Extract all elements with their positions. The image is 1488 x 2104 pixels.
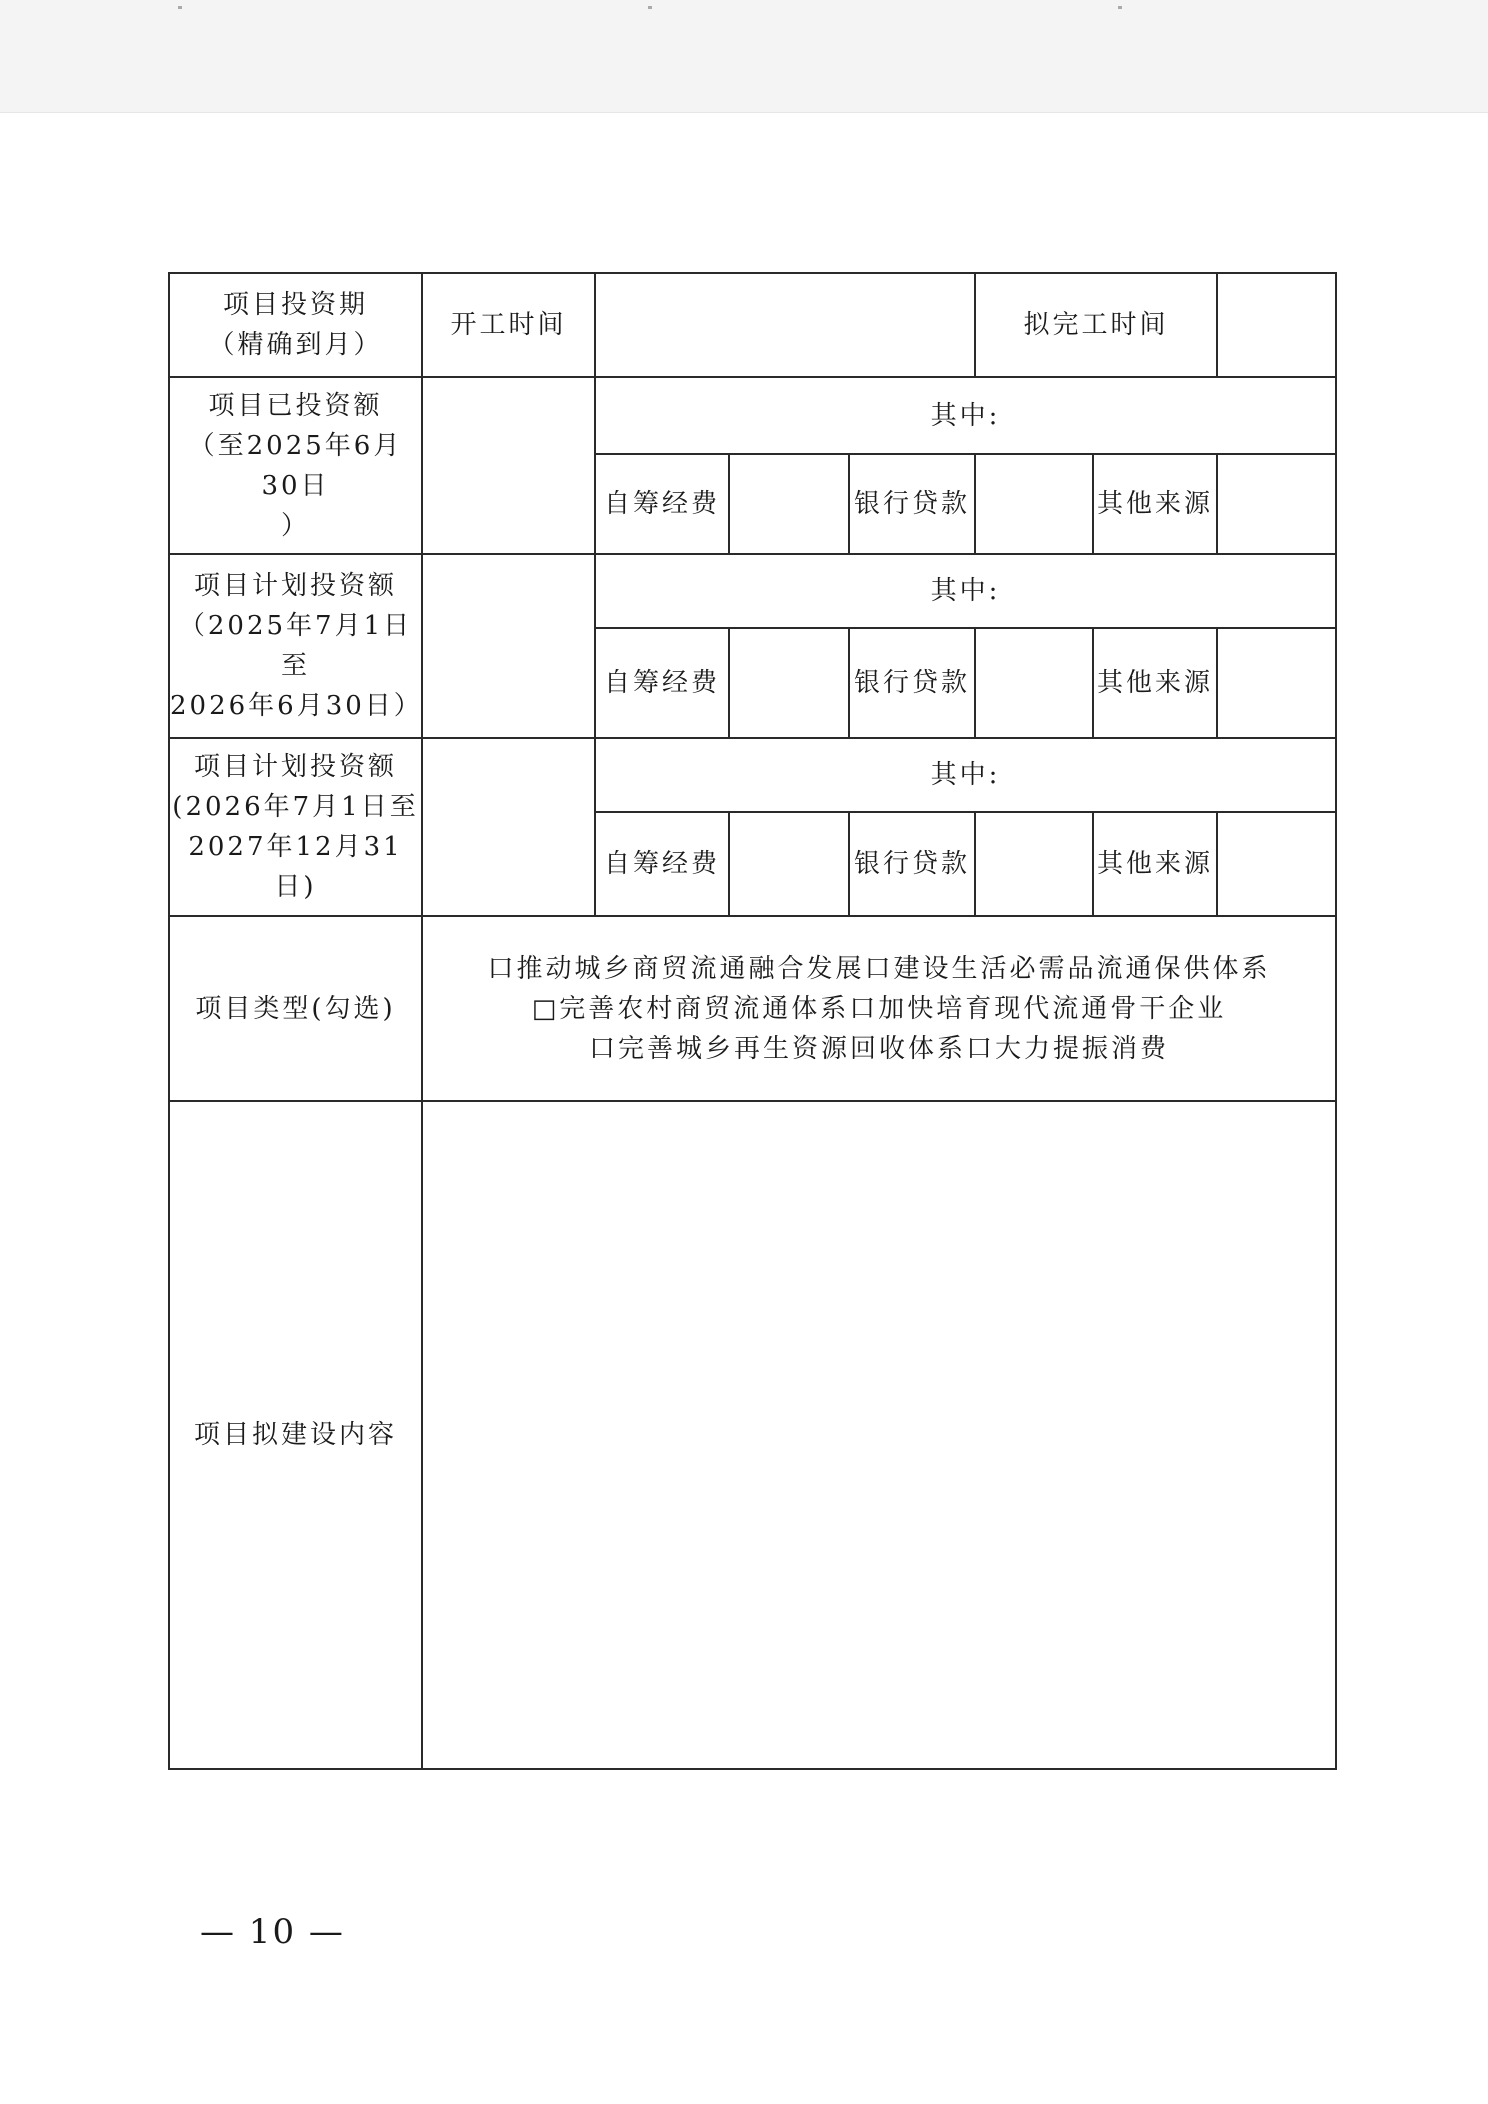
self-funded-label: 自筹经费 [595,454,729,554]
plan1-label: 项目计划投资额 （2025年7月1日至 2026年6月30日） [169,554,422,738]
content-value-cell[interactable] [422,1101,1336,1769]
bank-loan-value-cell[interactable] [975,812,1093,916]
other-sources-label: 其他来源 [1093,628,1217,738]
scan-speck [178,6,182,9]
self-funded-value-cell[interactable] [729,812,849,916]
project-type-label: 项目类型(勾选) [169,916,422,1101]
scan-speck [1118,6,1122,9]
self-funded-value-cell[interactable] [729,628,849,738]
end-time-label: 拟完工时间 [975,273,1217,377]
page-number: — 10 — [200,1912,345,1952]
scan-edge [0,0,1488,113]
project-type-options[interactable] [422,916,1336,1101]
end-time-value-cell[interactable] [1217,273,1336,377]
plan2-label: 项目计划投资额 (2026年7月1日至 2027年12月31日) [169,738,422,916]
content-label: 项目拟建设内容 [169,1101,422,1769]
scan-speck [648,6,652,9]
plan1-total-cell[interactable] [422,554,595,738]
other-sources-value-cell[interactable] [1217,454,1336,554]
bank-loan-label: 银行贷款 [849,628,975,738]
other-sources-label: 其他来源 [1093,454,1217,554]
project-type-line-3[interactable]: 口完善城乡再生资源回收体系口大力提振消费 [589,1033,1170,1064]
project-type-line-1[interactable]: 口推动城乡商贸流通融合发展口建设生活必需品流通保供体系 [487,953,1271,984]
of-which-label: 其中: [595,738,1336,812]
investment-form-table [168,272,1337,1770]
period-label: 项目投资期 （精确到月） [169,273,422,377]
bank-loan-label: 银行贷款 [849,454,975,554]
row-invested-header [169,377,1336,454]
start-time-value-cell[interactable] [595,273,975,377]
of-which-label: 其中: [595,554,1336,628]
project-type-line-2[interactable]: □完善农村商贸流通体系口加快培育现代流通骨干企业 [531,993,1227,1024]
of-which-label: 其中: [595,377,1336,454]
other-sources-value-cell[interactable] [1217,812,1336,916]
plan2-total-cell[interactable] [422,738,595,916]
self-funded-label: 自筹经费 [595,628,729,738]
row-plan1-header [169,554,1336,628]
start-time-label: 开工时间 [422,273,595,377]
other-sources-label: 其他来源 [1093,812,1217,916]
invested-label: 项目已投资额 （至2025年6月30日 ） [169,377,422,554]
other-sources-value-cell[interactable] [1217,628,1336,738]
row-project-type [169,916,1336,1101]
bank-loan-label: 银行贷款 [849,812,975,916]
row-period [169,273,1336,377]
bank-loan-value-cell[interactable] [975,454,1093,554]
self-funded-value-cell[interactable] [729,454,849,554]
row-content [169,1101,1336,1769]
self-funded-label: 自筹经费 [595,812,729,916]
invested-total-cell[interactable] [422,377,595,554]
row-plan2-header [169,738,1336,812]
bank-loan-value-cell[interactable] [975,628,1093,738]
